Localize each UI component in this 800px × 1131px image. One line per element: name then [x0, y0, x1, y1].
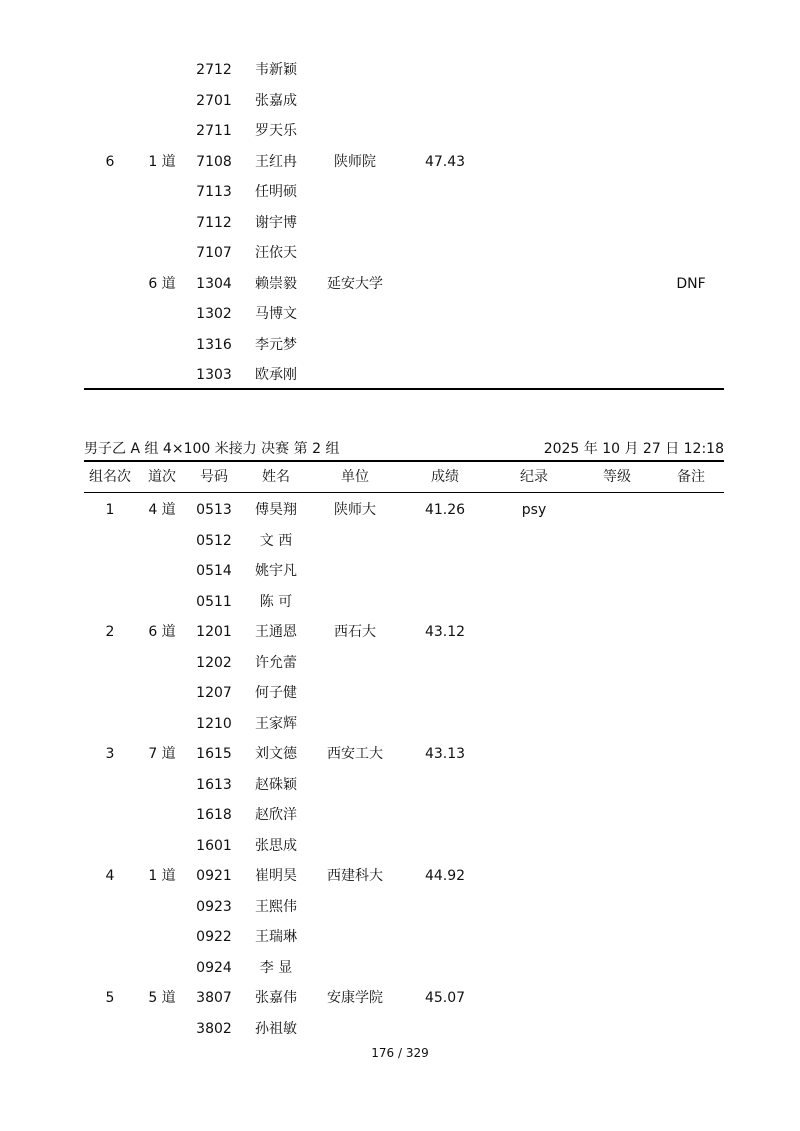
athlete-name-cell: 傅昊翔 [255, 502, 297, 518]
athlete-name-cell: 王熙伟 [255, 898, 297, 915]
table-row [0, 55, 800, 85]
bib-cell: 3807 [196, 990, 232, 1006]
table-row [0, 177, 800, 207]
athlete-name-cell: 李元梦 [255, 336, 297, 353]
bib-cell: 0923 [196, 898, 232, 915]
table-row [0, 86, 800, 116]
lane-cell: 4 道 [148, 502, 176, 518]
result-cell: 43.13 [424, 746, 466, 762]
remark-cell: DNF [676, 275, 706, 292]
bib-cell: 1618 [196, 807, 232, 823]
bib-cell: 7107 [196, 245, 232, 261]
table-row [0, 800, 800, 830]
bib-cell: 0924 [196, 959, 232, 976]
athlete-name-cell: 欧承刚 [255, 367, 297, 383]
athlete-name-cell: 赵硃颖 [255, 776, 297, 793]
col-header-bib: 号码 [200, 469, 228, 485]
table-row [0, 238, 800, 268]
athlete-name-cell: 崔明昊 [255, 868, 297, 884]
lane-cell: 1 道 [148, 153, 176, 170]
athlete-name-cell: 李 显 [259, 959, 293, 976]
result-cell: 47.43 [424, 153, 466, 170]
event-datetime: 2025 年 10 月 27 日 12:18 [543, 441, 724, 457]
athlete-name-cell: 王通恩 [255, 624, 297, 640]
bib-cell: 1316 [196, 336, 232, 353]
athlete-name-cell: 韦新颖 [255, 62, 297, 78]
lane-cell: 7 道 [148, 746, 176, 762]
table-row [0, 953, 800, 983]
table-row [0, 269, 800, 299]
athlete-name-cell: 孙祖敏 [255, 1020, 297, 1037]
rank-cell: 1 [105, 502, 115, 518]
rank-cell: 4 [105, 868, 115, 884]
table-row [0, 360, 800, 390]
bib-cell: 1201 [196, 624, 232, 640]
bib-cell: 1202 [196, 654, 232, 671]
bib-cell: 1302 [196, 306, 232, 322]
unit-cell: 安康学院 [327, 990, 383, 1006]
table-row [0, 330, 800, 360]
table-row [0, 709, 800, 739]
athlete-name-cell: 汪依天 [255, 245, 297, 261]
col-header-record: 纪录 [520, 469, 548, 485]
lane-cell: 6 道 [148, 275, 176, 292]
rank-cell: 6 [105, 153, 115, 170]
athlete-name-cell: 姚宇凡 [255, 563, 297, 579]
table-row [0, 983, 800, 1013]
athlete-name-cell: 张思成 [255, 837, 297, 854]
table-row [0, 861, 800, 891]
rank-cell: 3 [105, 746, 115, 762]
bib-cell: 1303 [196, 367, 232, 383]
bib-cell: 7108 [196, 153, 232, 170]
table-row [0, 648, 800, 678]
table-row [0, 1014, 800, 1044]
column-header-row [0, 462, 800, 492]
bib-cell: 0513 [196, 502, 232, 518]
athlete-name-cell: 许允蕾 [255, 654, 297, 671]
athlete-name-cell: 何子健 [255, 685, 297, 701]
unit-cell: 西安工大 [327, 746, 383, 762]
bib-cell: 0511 [196, 593, 232, 610]
bib-cell: 7113 [196, 184, 232, 200]
rank-cell: 2 [105, 624, 115, 640]
result-cell: 44.92 [424, 868, 466, 884]
table-row [0, 892, 800, 922]
athlete-name-cell: 陈 可 [259, 593, 293, 610]
event-title: 男子乙 A 组 4×100 米接力 决赛 第 2 组 [84, 441, 340, 457]
table-row [0, 678, 800, 708]
athlete-name-cell: 谢宇博 [255, 214, 297, 231]
athlete-name-cell: 马博文 [255, 306, 297, 322]
unit-cell: 陕师大 [334, 502, 376, 518]
athlete-name-cell: 罗天乐 [255, 123, 297, 139]
bib-cell: 0514 [196, 563, 232, 579]
table-row [0, 299, 800, 329]
bib-cell: 2712 [196, 62, 232, 78]
section-end-rule [84, 388, 724, 390]
lane-cell: 5 道 [148, 990, 176, 1006]
athlete-name-cell: 文 西 [259, 532, 293, 549]
table-row [0, 208, 800, 238]
col-header-name: 姓名 [262, 469, 290, 485]
lane-cell: 1 道 [148, 868, 176, 884]
col-header-rank: 组名次 [89, 469, 131, 485]
col-header-unit: 单位 [341, 469, 369, 485]
athlete-name-cell: 王红冉 [255, 153, 297, 170]
table-row [0, 556, 800, 586]
unit-cell: 延安大学 [327, 275, 383, 292]
record-cell: psy [521, 502, 547, 518]
bib-cell: 1613 [196, 776, 232, 793]
table-row [0, 617, 800, 647]
col-header-grade: 等级 [603, 469, 631, 485]
header-bottom-rule [84, 492, 724, 493]
unit-cell: 西建科大 [327, 868, 383, 884]
col-header-remark: 备注 [677, 469, 705, 485]
table-row [0, 495, 800, 525]
athlete-name-cell: 张嘉成 [255, 92, 297, 109]
bib-cell: 1601 [196, 837, 232, 854]
result-cell: 41.26 [424, 502, 466, 518]
table-row [0, 922, 800, 952]
table-row [0, 739, 800, 769]
bib-cell: 1304 [196, 275, 232, 292]
bib-cell: 3802 [196, 1020, 232, 1037]
bib-cell: 1207 [196, 685, 232, 701]
col-header-result: 成绩 [431, 469, 459, 485]
athlete-name-cell: 刘文德 [255, 746, 297, 762]
athlete-name-cell: 张嘉伟 [255, 990, 297, 1006]
lane-cell: 6 道 [148, 624, 176, 640]
athlete-name-cell: 王瑞琳 [255, 929, 297, 945]
unit-cell: 西石大 [334, 624, 376, 640]
bib-cell: 0512 [196, 532, 232, 549]
bib-cell: 0921 [196, 868, 232, 884]
bib-cell: 2711 [196, 123, 232, 139]
result-cell: 45.07 [424, 990, 466, 1006]
rank-cell: 5 [105, 990, 115, 1006]
unit-cell: 陕师院 [334, 153, 376, 170]
table-row [0, 587, 800, 617]
athlete-name-cell: 赖崇毅 [255, 275, 297, 292]
bib-cell: 1210 [196, 715, 232, 732]
table-row [0, 147, 800, 177]
table-row [0, 116, 800, 146]
bib-cell: 2701 [196, 92, 232, 109]
table-row [0, 831, 800, 861]
athlete-name-cell: 王家辉 [255, 715, 297, 732]
table-row [0, 770, 800, 800]
bib-cell: 0922 [196, 929, 232, 945]
page-number: 176 / 329 [371, 1046, 429, 1060]
col-header-lane: 道次 [148, 469, 176, 485]
athlete-name-cell: 赵欣洋 [255, 807, 297, 823]
result-cell: 43.12 [424, 624, 466, 640]
bib-cell: 7112 [196, 214, 232, 231]
athlete-name-cell: 任明硕 [255, 184, 297, 200]
bib-cell: 1615 [196, 746, 232, 762]
table-row [0, 526, 800, 556]
